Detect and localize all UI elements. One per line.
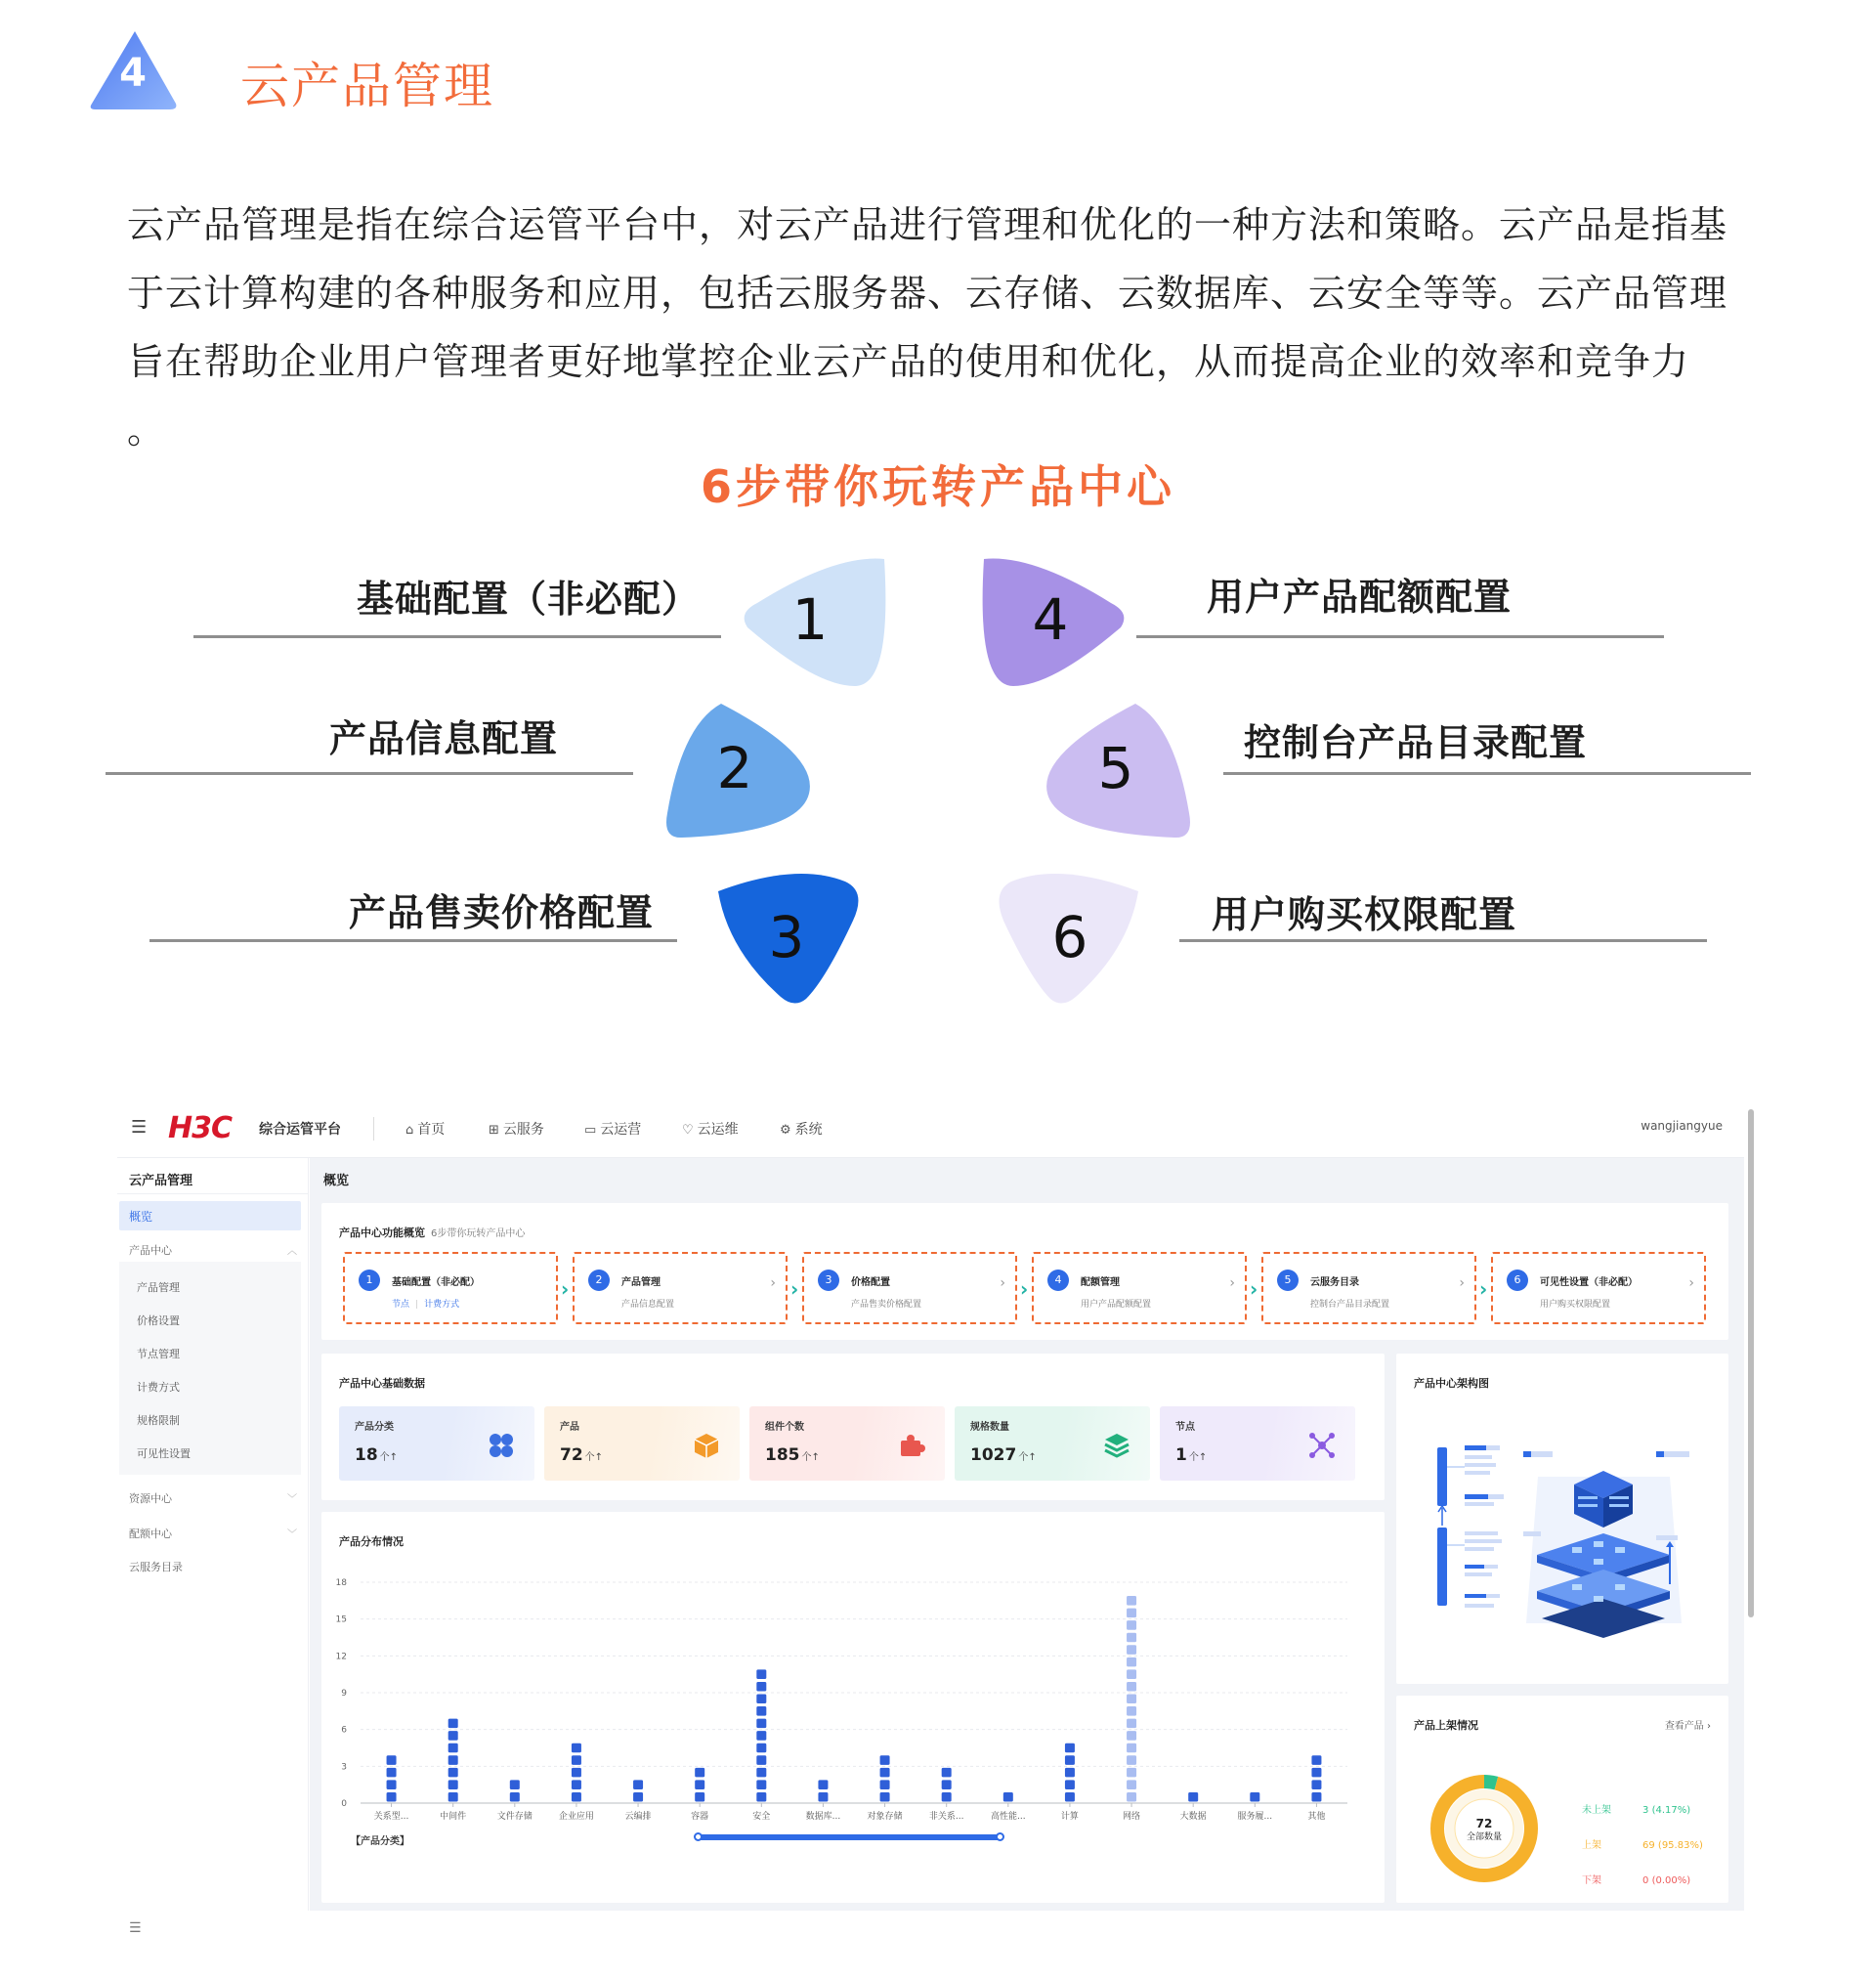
bar-segment bbox=[448, 1792, 458, 1802]
step-6-label: 用户购买权限配置 bbox=[1212, 893, 1517, 936]
bar-segment bbox=[448, 1780, 458, 1789]
nav-cloud-maintenance-label: 云运维 bbox=[697, 1122, 739, 1138]
bar-segment bbox=[448, 1743, 458, 1753]
bar-segment bbox=[1311, 1780, 1321, 1789]
bar-segment bbox=[1127, 1645, 1136, 1655]
architecture-card bbox=[1396, 1354, 1728, 1684]
sidebar-item-product-management[interactable]: 产品管理 bbox=[137, 1281, 180, 1294]
step-5-line bbox=[1223, 772, 1751, 775]
bar-segment bbox=[1127, 1657, 1136, 1667]
app-screenshot bbox=[117, 1099, 1754, 1936]
x-tick-label: 其他 bbox=[1307, 1812, 1326, 1822]
bar-segment bbox=[572, 1792, 581, 1802]
legend-item: 上架 69 (95.83%) bbox=[1582, 1840, 1703, 1851]
step-2-line bbox=[106, 772, 633, 775]
link-billing-method[interactable]: 计费方式 bbox=[424, 1300, 460, 1310]
bar-segment bbox=[387, 1755, 397, 1765]
bar-segment bbox=[633, 1792, 643, 1802]
sidebar-item-billing-method[interactable]: 计费方式 bbox=[137, 1381, 180, 1394]
flow-step-4-number: 4 bbox=[1047, 1270, 1069, 1291]
step-5-number: 5 bbox=[1097, 735, 1134, 801]
bar-segment bbox=[1127, 1768, 1136, 1778]
chevron-right-icon[interactable]: › bbox=[770, 1275, 776, 1291]
flow-step-3-number: 3 bbox=[818, 1270, 839, 1291]
bar-segment bbox=[1065, 1792, 1075, 1802]
bar-segment bbox=[387, 1780, 397, 1789]
stat-value: 1027 个↑ bbox=[970, 1445, 1037, 1465]
legend-item: 未上架 3 (4.17%) bbox=[1582, 1805, 1691, 1816]
distribution-chart bbox=[321, 1512, 1385, 1903]
bar-segment bbox=[572, 1780, 581, 1789]
layers-icon bbox=[1103, 1432, 1130, 1459]
legend-item: 下架 0 (0.00%) bbox=[1582, 1875, 1691, 1886]
bar-segment bbox=[756, 1755, 766, 1765]
link-node[interactable]: 节点 bbox=[392, 1300, 410, 1310]
y-tick-label: 9 bbox=[341, 1689, 347, 1699]
bar-segment bbox=[1250, 1792, 1259, 1802]
stat-label: 组件个数 bbox=[765, 1422, 804, 1433]
step-3-line bbox=[149, 939, 677, 942]
bar[interactable] bbox=[818, 1780, 828, 1801]
x-tick-label: 容器 bbox=[691, 1812, 709, 1822]
step-4-label: 用户产品配额配置 bbox=[1207, 576, 1513, 619]
bar-segment bbox=[1311, 1768, 1321, 1778]
sidebar-item-price-setting[interactable]: 价格设置 bbox=[137, 1314, 180, 1327]
nodes-icon bbox=[1308, 1432, 1336, 1459]
flow-step-2[interactable] bbox=[573, 1252, 788, 1324]
bar-segment bbox=[1065, 1743, 1075, 1753]
flow-step-1-number: 1 bbox=[359, 1270, 380, 1291]
shelf-title: 产品上架情况 bbox=[1414, 1719, 1478, 1732]
flow-step-1-title: 基础配置（非必配） bbox=[392, 1277, 480, 1288]
bar-segment bbox=[1127, 1780, 1136, 1789]
bar-segment bbox=[756, 1695, 766, 1704]
bar-segment bbox=[1311, 1792, 1321, 1802]
step-1-number: 1 bbox=[791, 586, 829, 653]
cube-icon bbox=[693, 1432, 720, 1459]
step-4-number: 4 bbox=[1032, 586, 1069, 653]
distribution-axis-caption: 【产品分类】 bbox=[351, 1836, 409, 1847]
flow-step-5-number: 5 bbox=[1277, 1270, 1299, 1291]
step-1-label: 基础配置（非必配） bbox=[357, 578, 701, 621]
main-content bbox=[310, 1158, 1744, 1911]
x-tick-label: 计算 bbox=[1060, 1812, 1079, 1822]
shelf-status-card bbox=[1396, 1696, 1728, 1903]
bar-segment bbox=[448, 1755, 458, 1765]
flow-step-6-title: 可见性设置（非必配） bbox=[1540, 1277, 1638, 1288]
x-tick-label: 安全 bbox=[752, 1812, 771, 1822]
architecture-diagram bbox=[1426, 1438, 1709, 1643]
overview-title-text: 产品中心功能概览 bbox=[339, 1227, 425, 1239]
bar-segment bbox=[880, 1768, 890, 1778]
bar[interactable] bbox=[695, 1768, 704, 1802]
section-title: 云产品管理 bbox=[240, 58, 494, 114]
bar[interactable] bbox=[387, 1755, 397, 1801]
bar[interactable] bbox=[1188, 1792, 1198, 1802]
sidebar-group-product-center[interactable] bbox=[129, 1242, 297, 1258]
flow-step-4-desc: 用户产品配额配置 bbox=[1081, 1300, 1152, 1310]
nav-system[interactable] bbox=[780, 1119, 823, 1139]
bar-segment bbox=[756, 1731, 766, 1741]
stat-value: 185 个↑ bbox=[765, 1445, 820, 1465]
nav-cloud-operation[interactable] bbox=[584, 1119, 641, 1139]
stat-label: 规格数量 bbox=[970, 1422, 1009, 1433]
sidebar-item-spec-limit[interactable]: 规格限制 bbox=[137, 1414, 180, 1427]
bar-segment bbox=[1127, 1620, 1136, 1630]
bar-segment bbox=[1127, 1792, 1136, 1802]
h3c-logo: H3C bbox=[168, 1111, 232, 1145]
x-tick-label: 服务履... bbox=[1237, 1812, 1273, 1822]
overview-title bbox=[339, 1225, 525, 1240]
category-icon bbox=[488, 1432, 515, 1459]
gear-icon: ⚙ bbox=[780, 1123, 791, 1138]
grid-icon: ⊞ bbox=[489, 1123, 499, 1138]
overview-card bbox=[321, 1203, 1728, 1340]
bar-segment bbox=[1127, 1596, 1136, 1606]
flow-step-5-title: 云服务目录 bbox=[1310, 1277, 1359, 1288]
bar-segment bbox=[942, 1780, 952, 1789]
nav-cloud-service-label: 云服务 bbox=[502, 1122, 544, 1138]
chevron-down-icon: ﹀ bbox=[287, 1494, 297, 1505]
y-tick-label: 0 bbox=[341, 1799, 347, 1809]
bar-segment bbox=[818, 1780, 828, 1789]
sidebar bbox=[117, 1158, 309, 1936]
bar-segment bbox=[1065, 1755, 1075, 1765]
x-tick-label: 高性能... bbox=[991, 1812, 1026, 1822]
bar[interactable] bbox=[633, 1780, 643, 1801]
bar-segment bbox=[448, 1731, 458, 1741]
step-2-label: 产品信息配置 bbox=[329, 717, 559, 760]
flow-step-5[interactable] bbox=[1261, 1252, 1476, 1324]
step-3-label: 产品售卖价格配置 bbox=[349, 891, 655, 934]
x-tick-label: 关系型... bbox=[373, 1812, 409, 1822]
bar-segment bbox=[695, 1780, 704, 1789]
stat-tile bbox=[339, 1406, 534, 1481]
bar-segment bbox=[1065, 1768, 1075, 1778]
page-title: 概览 bbox=[323, 1174, 350, 1188]
x-tick-label: 中间件 bbox=[440, 1812, 467, 1822]
step-5-label: 控制台产品目录配置 bbox=[1244, 721, 1588, 764]
y-tick-label: 15 bbox=[335, 1614, 347, 1625]
bar-segment bbox=[756, 1780, 766, 1789]
bar-segment bbox=[1127, 1633, 1136, 1643]
bar-segment bbox=[633, 1780, 643, 1789]
bar-segment bbox=[572, 1743, 581, 1753]
chevron-right-icon[interactable]: › bbox=[1229, 1275, 1235, 1291]
user-name[interactable]: wangjiangyue bbox=[1641, 1119, 1723, 1133]
sidebar-item-visibility[interactable]: 可见性设置 bbox=[137, 1447, 191, 1460]
platform-name: 综合运管平台 bbox=[259, 1122, 341, 1138]
flow-arrow-icon: › bbox=[1479, 1277, 1488, 1301]
chevron-down-icon: ﹀ bbox=[287, 1529, 297, 1540]
step-6-number: 6 bbox=[1051, 904, 1088, 970]
home-icon: ⌂ bbox=[405, 1123, 414, 1138]
sidebar-group-resource-center-label: 资源中心 bbox=[129, 1492, 172, 1505]
basic-data-card bbox=[321, 1354, 1385, 1500]
flow-step-2-title: 产品管理 bbox=[621, 1277, 661, 1288]
bar[interactable] bbox=[1127, 1596, 1136, 1801]
chevron-right-icon[interactable]: › bbox=[1459, 1275, 1465, 1291]
bar-segment bbox=[695, 1792, 704, 1802]
bar-segment bbox=[1065, 1780, 1075, 1789]
chevron-right-icon[interactable]: › bbox=[1688, 1275, 1694, 1291]
stat-value: 1 个↑ bbox=[1175, 1445, 1208, 1465]
menu-icon[interactable]: ☰ bbox=[131, 1117, 148, 1138]
stat-label: 产品 bbox=[560, 1422, 579, 1433]
y-tick-label: 12 bbox=[335, 1652, 347, 1662]
x-tick-label: 大数据 bbox=[1179, 1812, 1207, 1822]
x-tick-label: 非关系... bbox=[928, 1812, 964, 1822]
x-tick-label: 云编排 bbox=[624, 1812, 652, 1822]
x-tick-label: 网络 bbox=[1123, 1812, 1141, 1822]
bar[interactable] bbox=[880, 1755, 890, 1801]
sidebar-item-service-catalog[interactable] bbox=[129, 1559, 297, 1574]
donut-center-value: 72 bbox=[1475, 1817, 1493, 1830]
stat-value: 18 个↑ bbox=[355, 1445, 399, 1465]
slider-handle-right[interactable] bbox=[996, 1832, 1004, 1841]
bar-segment bbox=[572, 1755, 581, 1765]
flow-step-4[interactable] bbox=[1032, 1252, 1247, 1324]
bar[interactable] bbox=[510, 1780, 520, 1801]
bar-segment bbox=[756, 1669, 766, 1679]
step-1-line bbox=[193, 635, 721, 638]
x-tick-label: 对象存储 bbox=[867, 1812, 903, 1822]
bar[interactable] bbox=[1250, 1792, 1259, 1802]
flow-step-1[interactable] bbox=[343, 1252, 558, 1324]
bar[interactable] bbox=[756, 1669, 766, 1801]
sidebar-group-product-center-label: 产品中心 bbox=[129, 1244, 172, 1257]
bar-segment bbox=[1127, 1609, 1136, 1618]
bar-segment bbox=[1127, 1743, 1136, 1753]
bar-segment bbox=[880, 1755, 890, 1765]
sidebar-group-quota-center[interactable] bbox=[129, 1526, 297, 1541]
bar-segment bbox=[1311, 1755, 1321, 1765]
flow-step-3-title: 价格配置 bbox=[851, 1277, 890, 1288]
bar-segment bbox=[387, 1792, 397, 1802]
bar-segment bbox=[880, 1792, 890, 1802]
nav-cloud-service[interactable] bbox=[489, 1119, 544, 1139]
flow-step-2-desc: 产品信息配置 bbox=[621, 1300, 675, 1310]
sidebar-group-quota-center-label: 配额中心 bbox=[129, 1528, 172, 1540]
flow-step-5-desc: 控制台产品目录配置 bbox=[1310, 1300, 1390, 1310]
step-6-line bbox=[1179, 939, 1707, 942]
flow-arrow-icon: › bbox=[1250, 1277, 1258, 1301]
sidebar-item-node-management[interactable]: 节点管理 bbox=[137, 1348, 180, 1360]
puzzle-icon bbox=[898, 1432, 925, 1459]
bar-segment bbox=[1127, 1682, 1136, 1692]
sidebar-item-overview[interactable] bbox=[119, 1201, 301, 1230]
bar-segment bbox=[1127, 1731, 1136, 1741]
top-bar bbox=[117, 1099, 1744, 1158]
sidebar-divider bbox=[117, 1193, 309, 1194]
flow-step-1-links: 节点 | 计费方式 bbox=[392, 1300, 460, 1310]
nav-home[interactable] bbox=[405, 1119, 445, 1139]
bar-segment bbox=[756, 1682, 766, 1692]
step-4-line bbox=[1136, 635, 1664, 638]
distribution-title: 产品分布情况 bbox=[339, 1535, 404, 1548]
bar-segment bbox=[1127, 1755, 1136, 1765]
bar[interactable] bbox=[942, 1768, 952, 1802]
nav-system-label: 系统 bbox=[794, 1122, 823, 1138]
y-tick-label: 18 bbox=[335, 1578, 347, 1588]
section-number: 4 bbox=[119, 51, 147, 96]
view-products-label: 查看产品 bbox=[1664, 1721, 1704, 1732]
x-tick-label: 文件存储 bbox=[496, 1812, 533, 1822]
flow-step-4-title: 配额管理 bbox=[1081, 1277, 1120, 1288]
bottom-card-right bbox=[666, 1915, 1385, 1954]
bar-segment bbox=[818, 1792, 828, 1802]
bar-segment bbox=[1127, 1706, 1136, 1716]
bar-segment bbox=[1127, 1719, 1136, 1729]
bar-segment bbox=[695, 1768, 704, 1778]
bar-segment bbox=[942, 1792, 952, 1802]
bar-segment bbox=[510, 1792, 520, 1802]
donut-center-label: 全部数量 bbox=[1466, 1832, 1502, 1842]
bar-segment bbox=[448, 1719, 458, 1729]
intro-paragraph: 云产品管理是指在综合运管平台中，对云产品进行管理和优化的一种方法和策略。云产品是指基于云计算构建的各种服务和应用，包括云服务器、云存储、云数据库、云安全等等。云产品管理旨在帮助企业用户管理者更好地掌控企业云产品的使用和优化，从而提高企业的效率和竞争力 。 bbox=[127, 203, 1728, 452]
flow-step-2-number: 2 bbox=[588, 1270, 610, 1291]
bar-segment bbox=[1003, 1792, 1013, 1802]
bar[interactable] bbox=[1065, 1743, 1075, 1802]
stat-tile bbox=[749, 1406, 945, 1481]
steps-title: 6步带你玩转产品中心 bbox=[700, 460, 1175, 513]
bar-segment bbox=[756, 1706, 766, 1716]
flow-step-3[interactable] bbox=[802, 1252, 1017, 1324]
flow-arrow-icon: › bbox=[790, 1277, 799, 1301]
y-tick-label: 6 bbox=[341, 1725, 347, 1736]
chevron-up-icon: ︿ bbox=[287, 1246, 297, 1257]
bar-segment bbox=[1127, 1695, 1136, 1704]
bar-segment bbox=[1127, 1669, 1136, 1679]
overview-subtitle: 6步带你玩转产品中心 bbox=[431, 1228, 526, 1239]
flow-arrow-icon: › bbox=[561, 1277, 570, 1301]
stat-label: 产品分类 bbox=[355, 1422, 394, 1433]
nav-cloud-maintenance[interactable] bbox=[682, 1119, 739, 1139]
bar-segment bbox=[572, 1768, 581, 1778]
chart-zoom-slider[interactable] bbox=[698, 1834, 1001, 1840]
sidebar-group-resource-center[interactable] bbox=[129, 1490, 297, 1506]
topbar-divider bbox=[373, 1117, 374, 1141]
flow-arrow-icon: › bbox=[1020, 1277, 1029, 1301]
bar[interactable] bbox=[1311, 1755, 1321, 1801]
bar-segment bbox=[510, 1780, 520, 1789]
sidebar-title: 云产品管理 bbox=[129, 1174, 193, 1188]
stat-tile bbox=[955, 1406, 1150, 1481]
sidebar-item-service-catalog-label: 云服务目录 bbox=[129, 1561, 183, 1573]
bar[interactable] bbox=[1003, 1792, 1013, 1802]
slider-handle-left[interactable] bbox=[694, 1832, 703, 1841]
bar-segment bbox=[387, 1768, 397, 1778]
sidebar-item-overview-label: 概览 bbox=[129, 1210, 153, 1224]
page-scrollbar[interactable] bbox=[1748, 1109, 1754, 1617]
stat-tile bbox=[1160, 1406, 1355, 1481]
flow-step-6[interactable] bbox=[1491, 1252, 1706, 1324]
x-tick-label: 企业应用 bbox=[558, 1812, 594, 1822]
step-2-number: 2 bbox=[716, 735, 753, 801]
collapse-sidebar-icon[interactable]: ☰ bbox=[129, 1920, 142, 1936]
bar[interactable] bbox=[448, 1719, 458, 1802]
monitor-icon: ▭ bbox=[584, 1123, 597, 1138]
stat-value: 72 个↑ bbox=[560, 1445, 604, 1465]
bar-segment bbox=[880, 1780, 890, 1789]
architecture-title: 产品中心架构图 bbox=[1414, 1377, 1489, 1390]
nav-cloud-operation-label: 云运营 bbox=[600, 1122, 642, 1138]
shield-icon: ♡ bbox=[682, 1123, 694, 1138]
flow-step-6-number: 6 bbox=[1507, 1270, 1528, 1291]
bar-segment bbox=[756, 1743, 766, 1753]
nav-home-label: 首页 bbox=[417, 1122, 446, 1138]
bar-segment bbox=[448, 1768, 458, 1778]
bar-segment bbox=[756, 1768, 766, 1778]
stat-tile bbox=[544, 1406, 740, 1481]
bottom-card-left bbox=[321, 1915, 659, 1954]
flow-step-6-desc: 用户购买权限配置 bbox=[1540, 1300, 1611, 1310]
stat-label: 节点 bbox=[1175, 1422, 1195, 1433]
bar-segment bbox=[942, 1768, 952, 1778]
bar[interactable] bbox=[572, 1743, 581, 1802]
y-tick-label: 3 bbox=[341, 1762, 347, 1773]
basic-data-title: 产品中心基础数据 bbox=[339, 1377, 425, 1390]
chevron-right-icon[interactable]: › bbox=[1000, 1275, 1005, 1291]
bar-segment bbox=[756, 1792, 766, 1802]
bar-segment bbox=[756, 1719, 766, 1729]
view-products-link[interactable]: 查看产品 › bbox=[1664, 1721, 1711, 1732]
x-tick-label: 数据库... bbox=[805, 1812, 841, 1822]
bar-segment bbox=[1188, 1792, 1198, 1802]
step-3-number: 3 bbox=[768, 904, 805, 970]
distribution-card bbox=[321, 1512, 1385, 1903]
flow-step-3-desc: 产品售卖价格配置 bbox=[851, 1300, 922, 1310]
